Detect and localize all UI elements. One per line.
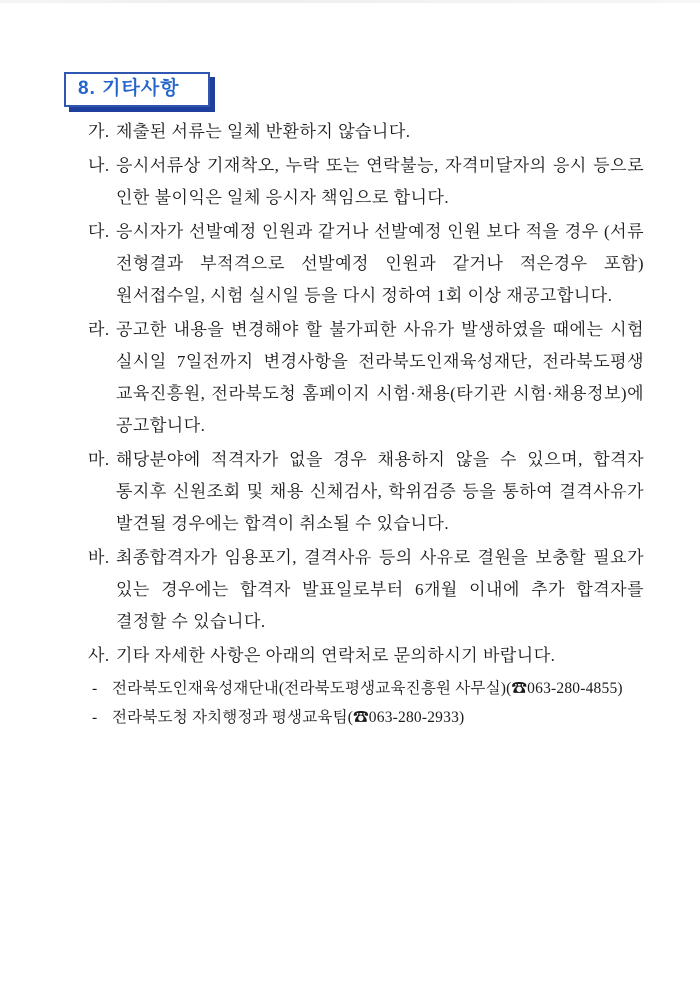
document-body: [88, 116, 644, 732]
section-header-box: [64, 72, 210, 107]
dash-bullet: -: [92, 680, 98, 697]
list-item-label: 사.: [88, 646, 110, 665]
list-item-text: 제출된 서류는 일체 반환하지 않습니다.: [116, 122, 411, 141]
section-header-title: 8. 기타사항: [78, 78, 180, 99]
list-item-text: 최종합격자가 임용포기, 결격사유 등의 사유로 결원을 보충할 필요가 있는 경우에는 합격자 발표일로부터 6개월 이내에 추가 합격자를 결정할 수 있습니다.: [116, 548, 644, 631]
list-item-label: 바.: [88, 548, 110, 567]
list-item-text: 기타 자세한 사항은 아래의 연락처로 문의하시기 바랍니다.: [116, 646, 556, 665]
list-item-text: 해당분야에 적격자가 없을 경우 채용하지 않을 수 있으며, 합격자 통지후 신원조회 및 채용 신체검사, 학위검증 등을 통하여 결격사유가 발견될 경우에는 합격이 취소될 수 있습니다.: [116, 450, 644, 533]
list-item-ga: [88, 116, 644, 148]
dash-bullet: -: [92, 709, 98, 726]
list-item-ra: [88, 314, 644, 442]
contact-line-province: [92, 703, 644, 732]
list-item-text: 응시자가 선발예정 인원과 같거나 선발예정 인원 보다 적을 경우 (서류 전형결과 부적격으로 선발예정 인원과 같거나 적은경우 포함) 원서접수일, 시험 실시일 등을 다시 정하여 1회 이상 재공고합니다.: [116, 222, 644, 305]
list-item-na: [88, 150, 644, 214]
contact-text-province: 전라북도청 자치행정과 평생교육팀(☎063-280-2933): [112, 709, 465, 726]
contact-text-foundation: 전라북도인재육성재단내(전라북도평생교육진흥원 사무실)(☎063-280-4855): [112, 680, 623, 697]
list-item-sa: [88, 640, 644, 672]
list-item-label: 나.: [88, 156, 110, 175]
list-item-ba: [88, 542, 644, 638]
list-item-ma: [88, 444, 644, 540]
list-item-text: 응시서류상 기재착오, 누락 또는 연락불능, 자격미달자의 응시 등으로 인한 불이익은 일체 응시자 책임으로 합니다.: [116, 156, 644, 207]
list-item-label: 라.: [88, 320, 110, 339]
list-item-text: 공고한 내용을 변경해야 할 불가피한 사유가 발생하였을 때에는 시험 실시일 7일전까지 변경사항을 전라북도인재육성재단, 전라북도평생 교육진흥원, 전라북도청 홈페이지 시험·채용(타기관 시험·채용정보)에 공고합니다.: [116, 320, 644, 435]
list-item-label: 마.: [88, 450, 110, 469]
contact-list: [88, 674, 644, 732]
contact-line-foundation: [92, 674, 644, 703]
list-item-label: 다.: [88, 222, 110, 241]
scan-artifact-top-edge: [0, 0, 700, 3]
list-item-label: 가.: [88, 122, 110, 141]
list-item-da: [88, 216, 644, 312]
